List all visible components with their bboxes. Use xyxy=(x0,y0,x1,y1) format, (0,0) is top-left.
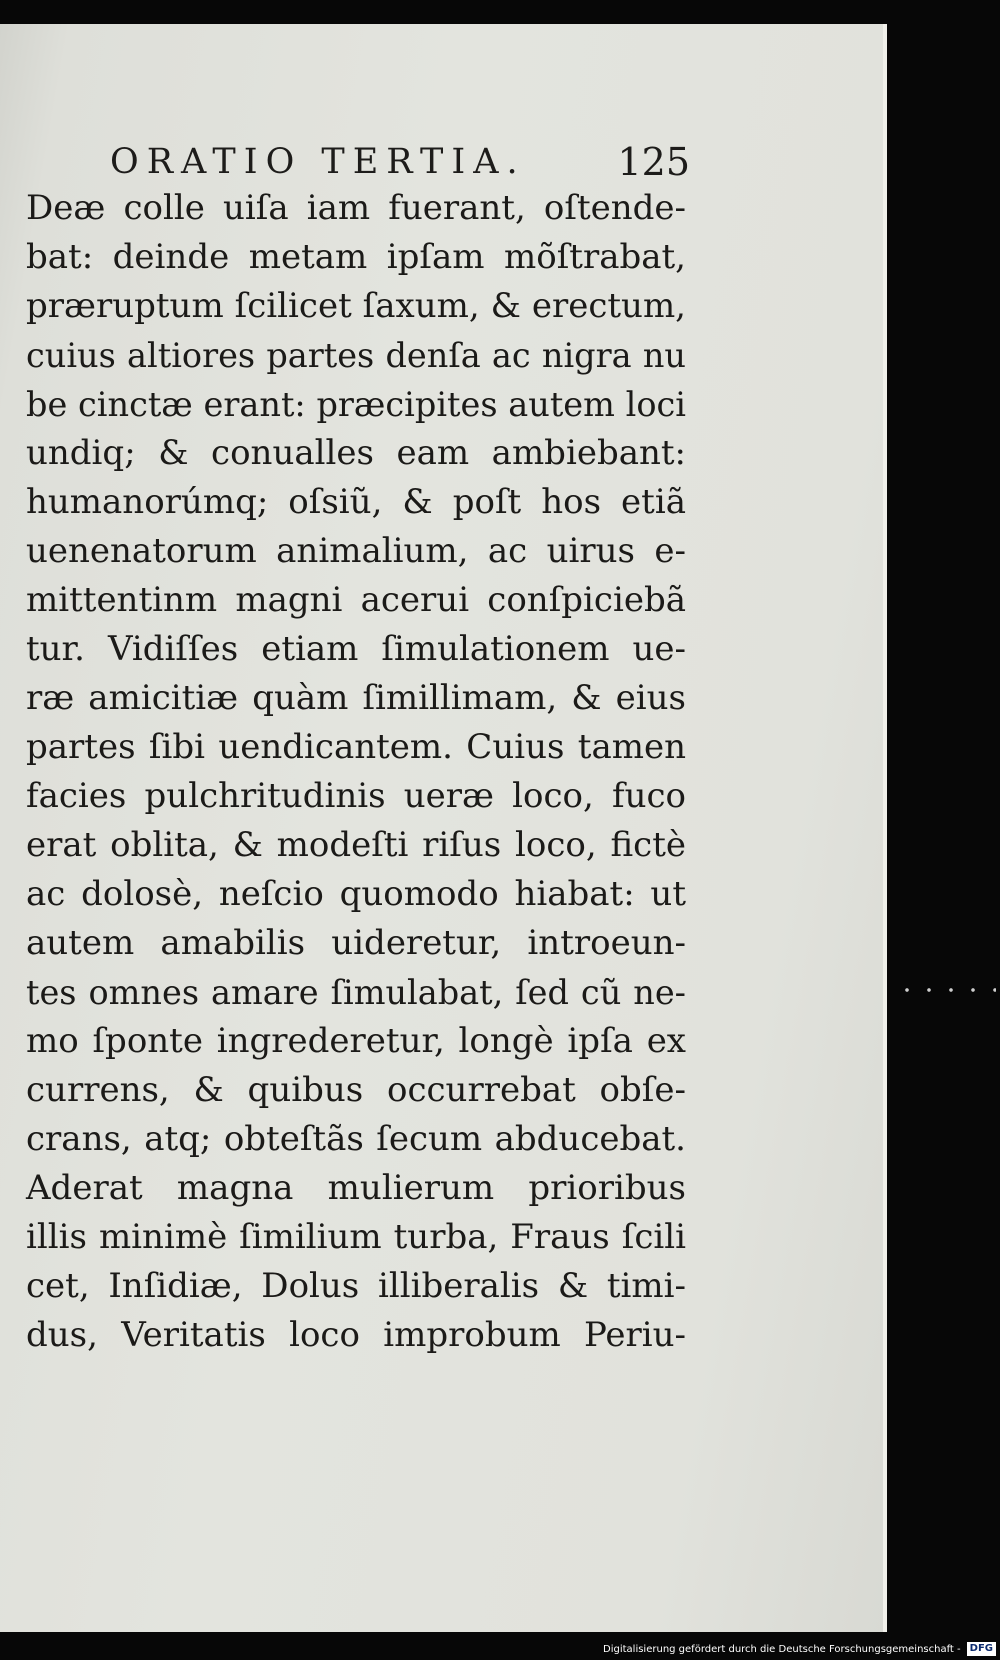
text-line: autem amabilis uideretur, introeun- xyxy=(26,923,686,963)
text-line: humanorúmq; oſsiũ, & poſt hos etiã xyxy=(26,482,686,522)
text-line: Deæ colle uiſa iam fuerant, oſtende- xyxy=(26,188,686,228)
text-line: uenenatorum animalium, ac uirus e- xyxy=(26,531,686,571)
funding-credit xyxy=(595,1638,1000,1660)
text-line: Aderat magna mulierum prioribus xyxy=(26,1168,686,1208)
running-head xyxy=(110,136,690,188)
text-line: cuius altiores partes denſa ac nigra nu xyxy=(26,336,686,375)
text-line: partes ſibi uendicantem. Cuius tamen xyxy=(26,727,686,767)
book-page xyxy=(0,24,886,1632)
text-line: mittentinm magni acerui conſpiciebã xyxy=(26,580,686,620)
page-edge xyxy=(883,24,887,1632)
text-line: ræ amicitiæ quàm ſimillimam, & eius xyxy=(26,678,686,718)
text-line: erat oblita, & modeſti riſus loco, fictè xyxy=(26,825,686,865)
text-line: bat: deinde metam ipſam mõſtrabat, xyxy=(26,237,686,277)
text-line: undiq; & conualles eam ambiebant: xyxy=(26,433,686,473)
text-line: be cinctæ erant: præcipites autem loci xyxy=(26,385,686,424)
text-line: crans, atq; obteſtãs ſecum abducebat. xyxy=(26,1119,686,1159)
text-line: tur. Vidiſſes etiam ſimulationem ue- xyxy=(26,629,686,669)
text-block xyxy=(26,184,686,1360)
funding-text: Digitalisierung gefördert durch die Deutsche Forschungsgemeinschaft - xyxy=(603,1643,961,1655)
running-head-title: ORATIO TERTIA. xyxy=(110,142,526,182)
text-line: cet, Inſidiæ, Dolus illiberalis & timi- xyxy=(26,1266,686,1306)
text-line: præruptum ſcilicet ſaxum, & erectum, xyxy=(26,286,686,326)
text-line: dus, Veritatis loco improbum Periu- xyxy=(26,1315,686,1355)
text-line: facies pulchritudinis ueræ loco, fuco xyxy=(26,776,686,816)
text-line: currens, & quibus occurrebat obſe- xyxy=(26,1070,686,1110)
text-line: mo ſponte ingrederetur, longè ipſa ex xyxy=(26,1021,686,1061)
text-line: ac dolosè, neſcio quomodo hiabat: ut xyxy=(26,874,686,914)
fold-marker xyxy=(896,988,996,992)
text-line: illis minimè ſimilium turba, Fraus ſcili xyxy=(26,1217,686,1257)
dfg-logo-icon: DFG xyxy=(967,1642,996,1656)
text-line: tes omnes amare ſimulabat, ſed cũ ne- xyxy=(26,973,686,1012)
page-number: 125 xyxy=(617,140,690,184)
